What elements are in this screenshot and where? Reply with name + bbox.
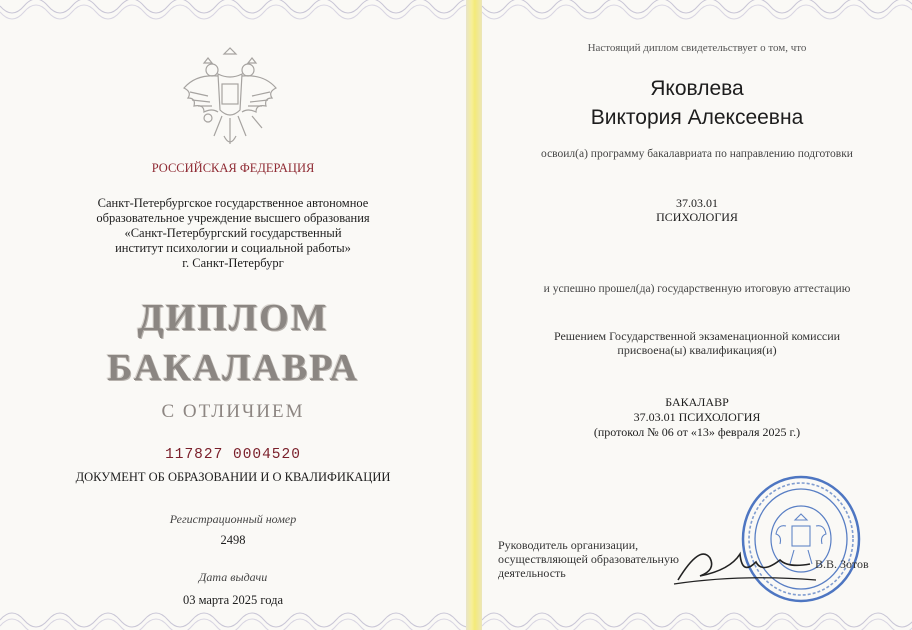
honors-label: С ОТЛИЧИЕМ (161, 401, 305, 422)
head-of-organization-name: В.В. Зотов (815, 557, 869, 571)
institution-line-3: «Санкт-Петербургский государственный (124, 226, 342, 240)
certificate-intro: Настоящий диплом свидетельствует о том, что (587, 42, 807, 54)
document-type: ДОКУМЕНТ ОБ ОБРАЗОВАНИИ И О КВАЛИФИКАЦИИ (75, 470, 391, 484)
issue-date-label: Дата выдачи (198, 570, 268, 584)
serial-number: 117827 0004520 (165, 447, 301, 463)
decorative-border-bottom (482, 600, 912, 630)
head-of-organization-line-1: Руководитель организации, (498, 538, 639, 552)
institution-line-1: Санкт-Петербургское государственное автономное (97, 196, 369, 210)
registration-number: 2498 (220, 533, 246, 547)
decorative-border-top (0, 0, 466, 30)
program-statement: освоил(а) программу бакалавриата по направлению подготовки (541, 148, 853, 160)
diploma-title-line-2: БАКАЛАВРА (107, 347, 359, 389)
qualification-program: 37.03.01 ПСИХОЛОГИЯ (633, 410, 761, 424)
registration-label: Регистрационный номер (169, 512, 297, 526)
book-spine (466, 0, 482, 630)
commission-decision-line-1: Решением Государственной экзаменационной комиссии (553, 329, 841, 343)
issue-date: 03 марта 2025 года (182, 593, 284, 607)
commission-decision-line-2: присвоена(ы) квалификация(и) (617, 343, 777, 357)
diploma-title-line-1: ДИПЛОМ (137, 297, 329, 339)
handwritten-signature (670, 540, 820, 590)
attestation-statement: и успешно прошел(да) государственную итоговую аттестацию (543, 283, 851, 295)
graduate-given-names: Виктория Алексеевна (590, 106, 804, 129)
institution-line-4: институт психологии и социальной работы» (115, 241, 351, 255)
double-headed-eagle-icon (178, 40, 282, 150)
decorative-border-top (482, 0, 912, 30)
qualification-title: БАКАЛАВР (665, 395, 729, 409)
institution-line-2: образовательное учреждение высшего образования (96, 211, 370, 225)
program-code: 37.03.01 (676, 196, 718, 210)
graduate-surname: Яковлева (650, 77, 744, 100)
institution-city: г. Санкт-Петербург (182, 256, 284, 270)
head-of-organization-line-2: осуществляющей образовательную (498, 552, 679, 566)
program-name: ПСИХОЛОГИЯ (656, 210, 738, 224)
protocol-reference: (протокол № 06 от «13» февраля 2025 г.) (593, 425, 801, 439)
country-name: РОССИЙСКАЯ ФЕДЕРАЦИЯ (151, 161, 315, 175)
head-of-organization-line-3: деятельность (498, 566, 566, 580)
